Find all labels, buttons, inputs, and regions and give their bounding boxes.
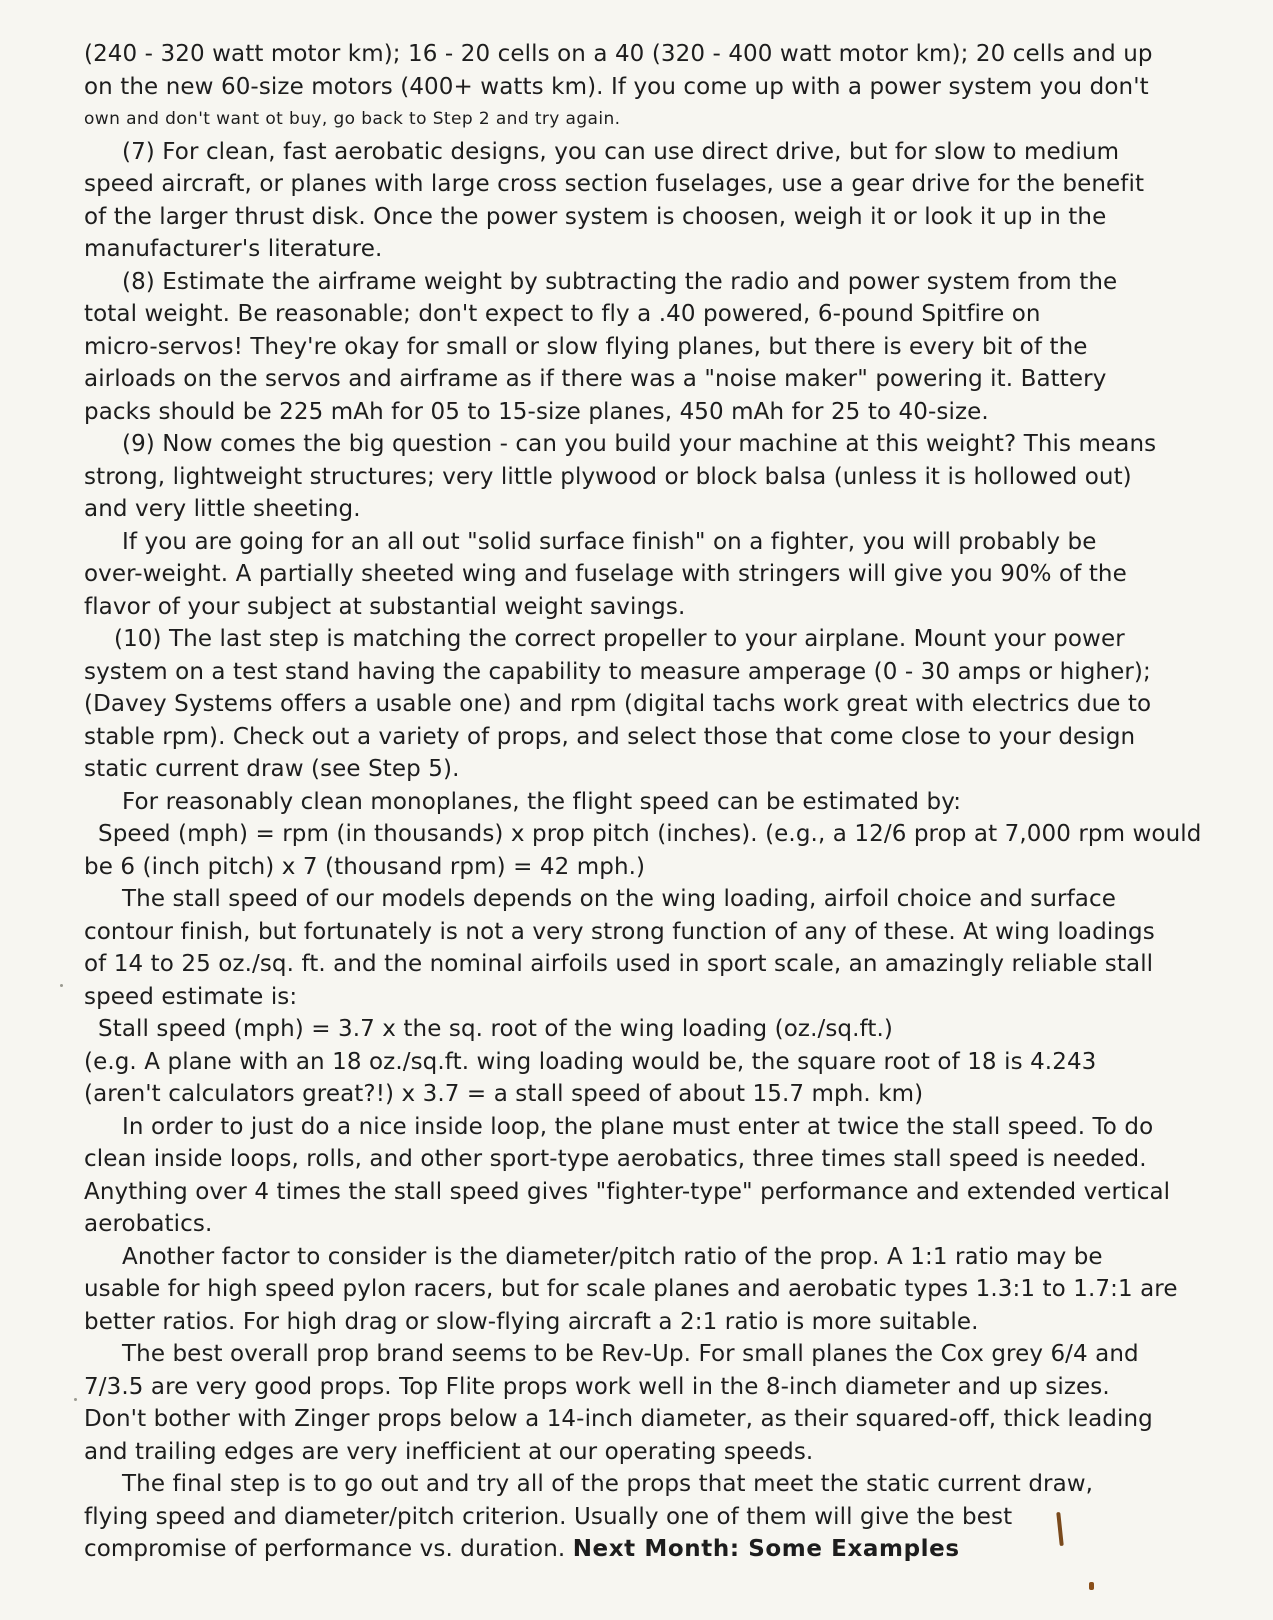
text-line: The final step is to go out and try all of the props that meet the static current draw, xyxy=(122,1471,1094,1497)
text-line: The best overall prop brand seems to be Rev-Up. For small planes the Cox grey 6/4 and xyxy=(122,1341,1139,1367)
text-line: stable rpm). Check out a variety of props, and select those that come close to your design xyxy=(84,723,1136,750)
text-line: speed aircraft, or planes with large cross section fuselages, use a gear drive for the benefit xyxy=(84,171,1145,197)
speck xyxy=(60,984,63,987)
text-line: contour finish, but fortunately is not a very strong function of any of these. At wing loadings xyxy=(84,918,1155,945)
text-line: packs should be 225 mAh for 05 to 15-size planes, 450 mAh for 25 to 40-size. xyxy=(84,398,989,425)
text-line: flavor of your subject at substantial weight savings. xyxy=(84,593,686,620)
text-line: total weight. Be reasonable; don't expect to fly a .40 powered, 6-pound Spitfire on xyxy=(84,301,1041,327)
text-line: (e.g. A plane with an 18 oz./sq.ft. wing loading would be, the square root of 18 is 4.243 xyxy=(84,1048,1097,1075)
text-line: aerobatics. xyxy=(84,1211,213,1237)
text-line: flying speed and diameter/pitch criterion. Usually one of them will give the best xyxy=(84,1503,1013,1530)
last-line-text: compromise of performance vs. duration. xyxy=(84,1536,573,1562)
text-line: usable for high speed pylon racers, but for scale planes and aerobatic types 1.3:1 to 1.7:1 are xyxy=(84,1276,1178,1302)
document-page xyxy=(84,38,1202,1566)
text-line: If you are going for an all out "solid surface finish" on a fighter, you will probably be xyxy=(122,528,1097,555)
text-line: The stall speed of our models depends on the wing loading, airfoil choice and surface xyxy=(122,886,1116,912)
text-line: speed estimate is: xyxy=(84,983,298,1010)
speck xyxy=(74,1398,77,1401)
ink-spot xyxy=(1089,1582,1094,1590)
text-line: be 6 (inch pitch) x 7 (thousand rpm) = 42 mph.) xyxy=(84,853,646,880)
text-line: strong, lightweight structures; very little plywood or block balsa (unless it is hollowed out) xyxy=(84,463,1132,490)
text-line: In order to just do a nice inside loop, the plane must enter at twice the stall speed. To do xyxy=(122,1113,1154,1140)
text-line: (9) Now comes the big question - can you build your machine at this weight? This means xyxy=(122,431,1157,457)
text-line: own and don't want ot buy, go back to Step 2 and try again. xyxy=(84,109,621,129)
text-line: (240 - 320 watt motor km); 16 - 20 cells on a 40 (320 - 400 watt motor km); 20 cells and up xyxy=(84,41,1153,67)
text-line: Stall speed (mph) = 3.7 x the sq. root of the wing loading (oz./sq.ft.) xyxy=(98,1016,893,1042)
text-line: system on a test stand having the capability to measure amperage (0 - 30 amps or higher); xyxy=(84,658,1151,685)
text-line: of the larger thrust disk. Once the power system is choosen, weigh it or look it up in the xyxy=(84,203,1107,230)
text-line: better ratios. For high drag or slow-flying aircraft a 2:1 ratio is more suitable. xyxy=(84,1308,979,1335)
text-line: Another factor to consider is the diameter/pitch ratio of the prop. A 1:1 ratio may be xyxy=(122,1243,1103,1270)
text-line: (7) For clean, fast aerobatic designs, you can use direct drive, but for slow to medium xyxy=(122,138,1120,165)
text-line: over-weight. A partially sheeted wing and fuselage with stringers will give you 90% of the xyxy=(84,561,1127,587)
next-month-heading: Next Month: Some Examples xyxy=(572,1536,960,1562)
text-line: 7/3.5 are very good props. Top Flite props work well in the 8-inch diameter and up sizes. xyxy=(84,1373,1110,1400)
text-line: Don't bother with Zinger props below a 14-inch diameter, as their squared-off, thick leading xyxy=(84,1406,1153,1432)
text-line: (8) Estimate the airframe weight by subtracting the radio and power system from the xyxy=(122,268,1118,295)
text-line: For reasonably clean monoplanes, the flight speed can be estimated by: xyxy=(122,788,962,815)
text-line: manufacturer's literature. xyxy=(84,236,383,262)
text-line: (10) The last step is matching the correct propeller to your airplane. Mount your power xyxy=(114,626,1125,652)
text-line: Anything over 4 times the stall speed gives "fighter-type" performance and extended vertical xyxy=(84,1178,1171,1205)
last-line xyxy=(84,1533,1194,1566)
text-line: and very little sheeting. xyxy=(84,496,361,522)
text-line: and trailing edges are very inefficient at our operating speeds. xyxy=(84,1438,814,1465)
text-line: (Davey Systems offers a usable one) and rpm (digital tachs work great with electrics due to xyxy=(84,691,1152,717)
document-text xyxy=(84,38,1202,1533)
text-line: on the new 60-size motors (400+ watts km). If you come up with a power system you don't xyxy=(84,73,1149,100)
text-line: airloads on the servos and airframe as if there was a "noise maker" powering it. Battery xyxy=(84,366,1107,392)
text-line: micro-servos! They're okay for small or slow flying planes, but there is every bit of the xyxy=(84,333,1088,360)
text-line: of 14 to 25 oz./sq. ft. and the nominal airfoils used in sport scale, an amazingly reliable stall xyxy=(84,951,1154,977)
text-line: (aren't calculators great?!) x 3.7 = a stall speed of about 15.7 mph. km) xyxy=(84,1081,924,1107)
text-line: static current draw (see Step 5). xyxy=(84,756,460,782)
text-line: clean inside loops, rolls, and other sport-type aerobatics, three times stall speed is needed. xyxy=(84,1146,1147,1172)
text-line: Speed (mph) = rpm (in thousands) x prop pitch (inches). (e.g., a 12/6 prop at 7,000 rpm would xyxy=(98,821,1202,847)
